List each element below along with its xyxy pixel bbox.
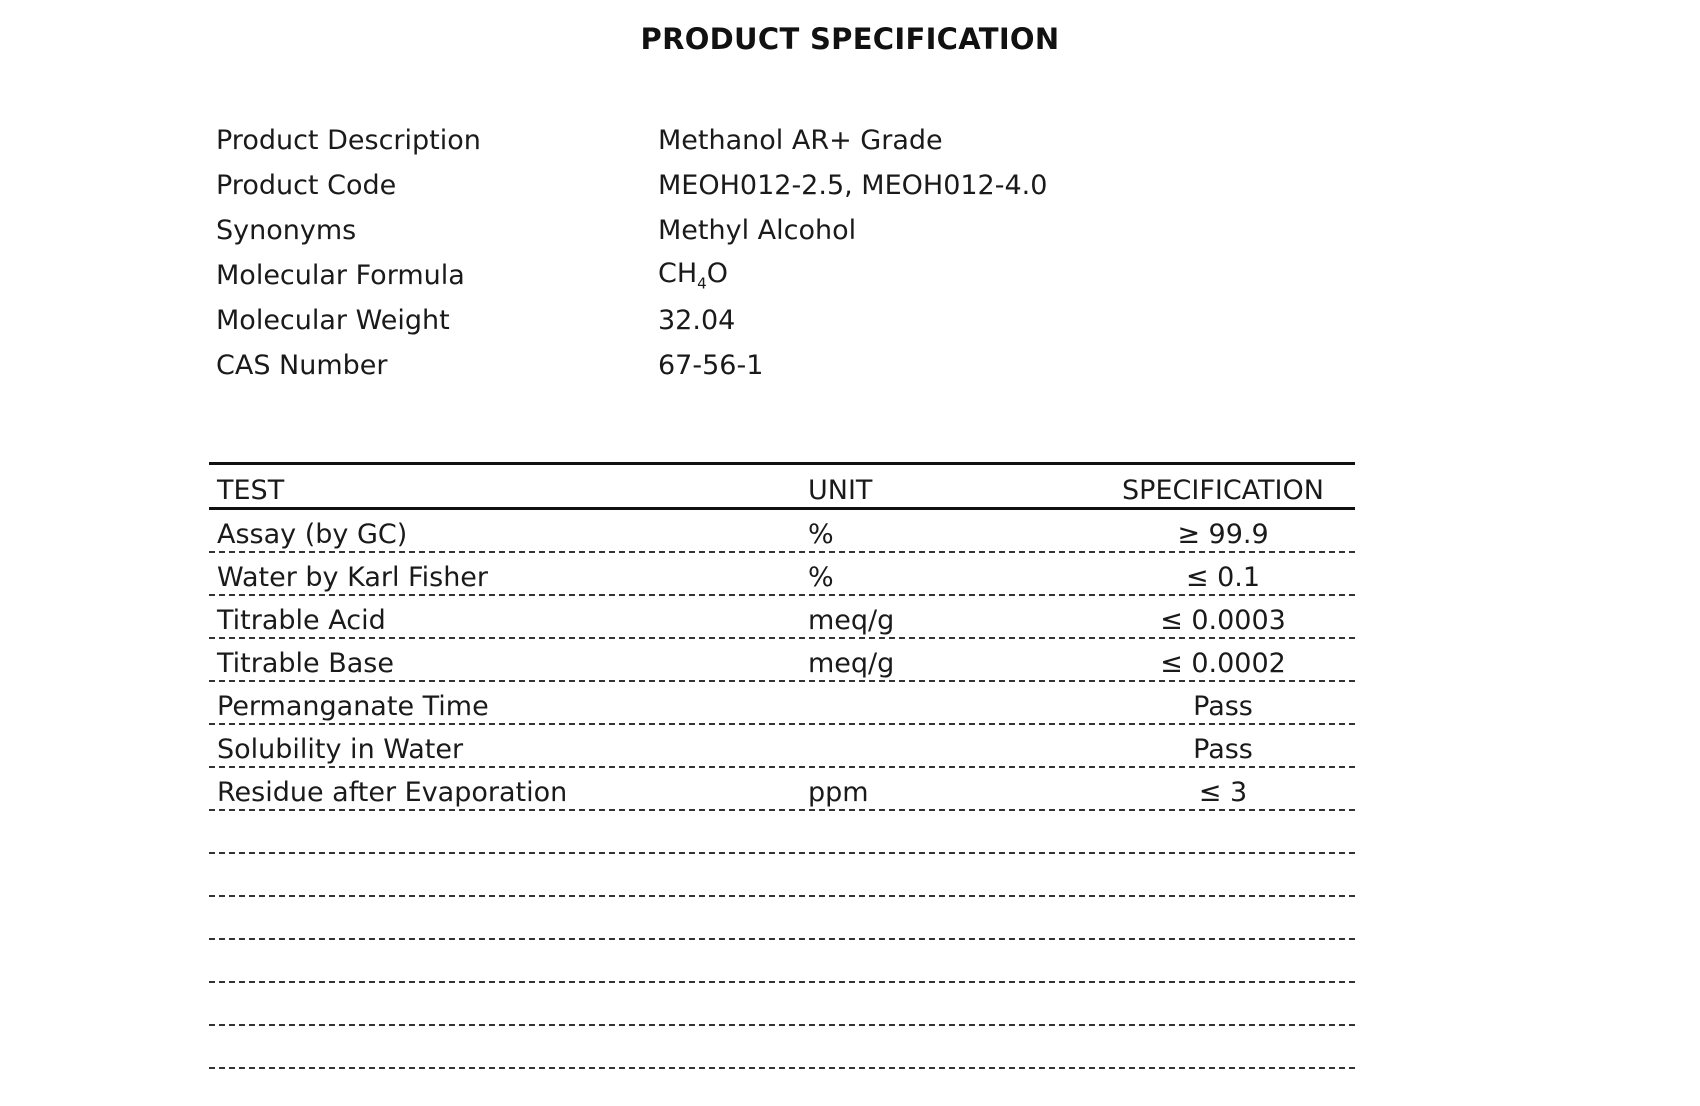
table-row (209, 639, 1355, 682)
info-label: CAS Number (216, 350, 388, 381)
table-row (209, 682, 1355, 725)
cell-spec: Pass (1193, 691, 1253, 722)
info-row-formula (216, 253, 1116, 298)
table-row (209, 725, 1355, 768)
header-test: TEST (217, 475, 285, 506)
cell-spec: ≤ 0.0002 (1160, 648, 1286, 679)
header-specification: SPECIFICATION (1122, 475, 1324, 506)
info-row-cas (216, 343, 1116, 388)
cell-test: Titrable Base (217, 648, 394, 679)
cell-unit: % (808, 562, 834, 593)
info-value: 67-56-1 (658, 350, 764, 381)
molecular-formula (658, 258, 728, 292)
cell-test: Assay (by GC) (217, 519, 408, 550)
info-value: 32.04 (658, 305, 736, 336)
cell-unit: ppm (808, 777, 869, 808)
cell-test: Water by Karl Fisher (217, 562, 489, 593)
table-row (209, 553, 1355, 596)
document-title: PRODUCT SPECIFICATION (640, 22, 1060, 56)
cell-spec: ≤ 0.0003 (1160, 605, 1286, 636)
info-value: Methyl Alcohol (658, 215, 857, 246)
info-label: Product Code (216, 170, 397, 201)
table-row (209, 510, 1355, 553)
cell-spec: ≤ 3 (1198, 777, 1248, 808)
formula-end: O (706, 258, 728, 290)
info-label: Molecular Weight (216, 305, 450, 336)
cell-spec: Pass (1193, 734, 1253, 765)
info-row-weight (216, 298, 1116, 343)
cell-spec: ≤ 0.1 (1185, 562, 1261, 593)
product-info (216, 118, 1116, 388)
table-header (209, 465, 1355, 510)
info-label: Synonyms (216, 215, 357, 246)
formula-subscript: 4 (697, 274, 707, 293)
table-row (209, 768, 1355, 811)
info-value: Methanol AR+ Grade (658, 125, 943, 156)
cell-test: Solubility in Water (217, 734, 464, 765)
empty-row (209, 983, 1355, 1026)
info-row-synonyms (216, 208, 1116, 253)
info-value: MEOH012-2.5, MEOH012-4.0 (658, 170, 1048, 201)
cell-test: Residue after Evaporation (217, 777, 568, 808)
info-label: Product Description (216, 125, 481, 156)
table-row (209, 596, 1355, 639)
info-row-description (216, 118, 1116, 163)
formula-main: CH (658, 258, 698, 290)
empty-row (209, 811, 1355, 854)
cell-unit: meq/g (808, 648, 895, 679)
header-unit: UNIT (808, 475, 873, 506)
empty-row (209, 897, 1355, 940)
cell-spec: ≥ 99.9 (1177, 519, 1269, 550)
specification-table (209, 462, 1355, 1069)
cell-test: Titrable Acid (217, 605, 386, 636)
cell-test: Permanganate Time (217, 691, 489, 722)
empty-row (209, 940, 1355, 983)
empty-row (209, 854, 1355, 897)
empty-row (209, 1026, 1355, 1069)
cell-unit: % (808, 519, 834, 550)
info-label: Molecular Formula (216, 260, 465, 291)
info-row-code (216, 163, 1116, 208)
cell-unit: meq/g (808, 605, 895, 636)
